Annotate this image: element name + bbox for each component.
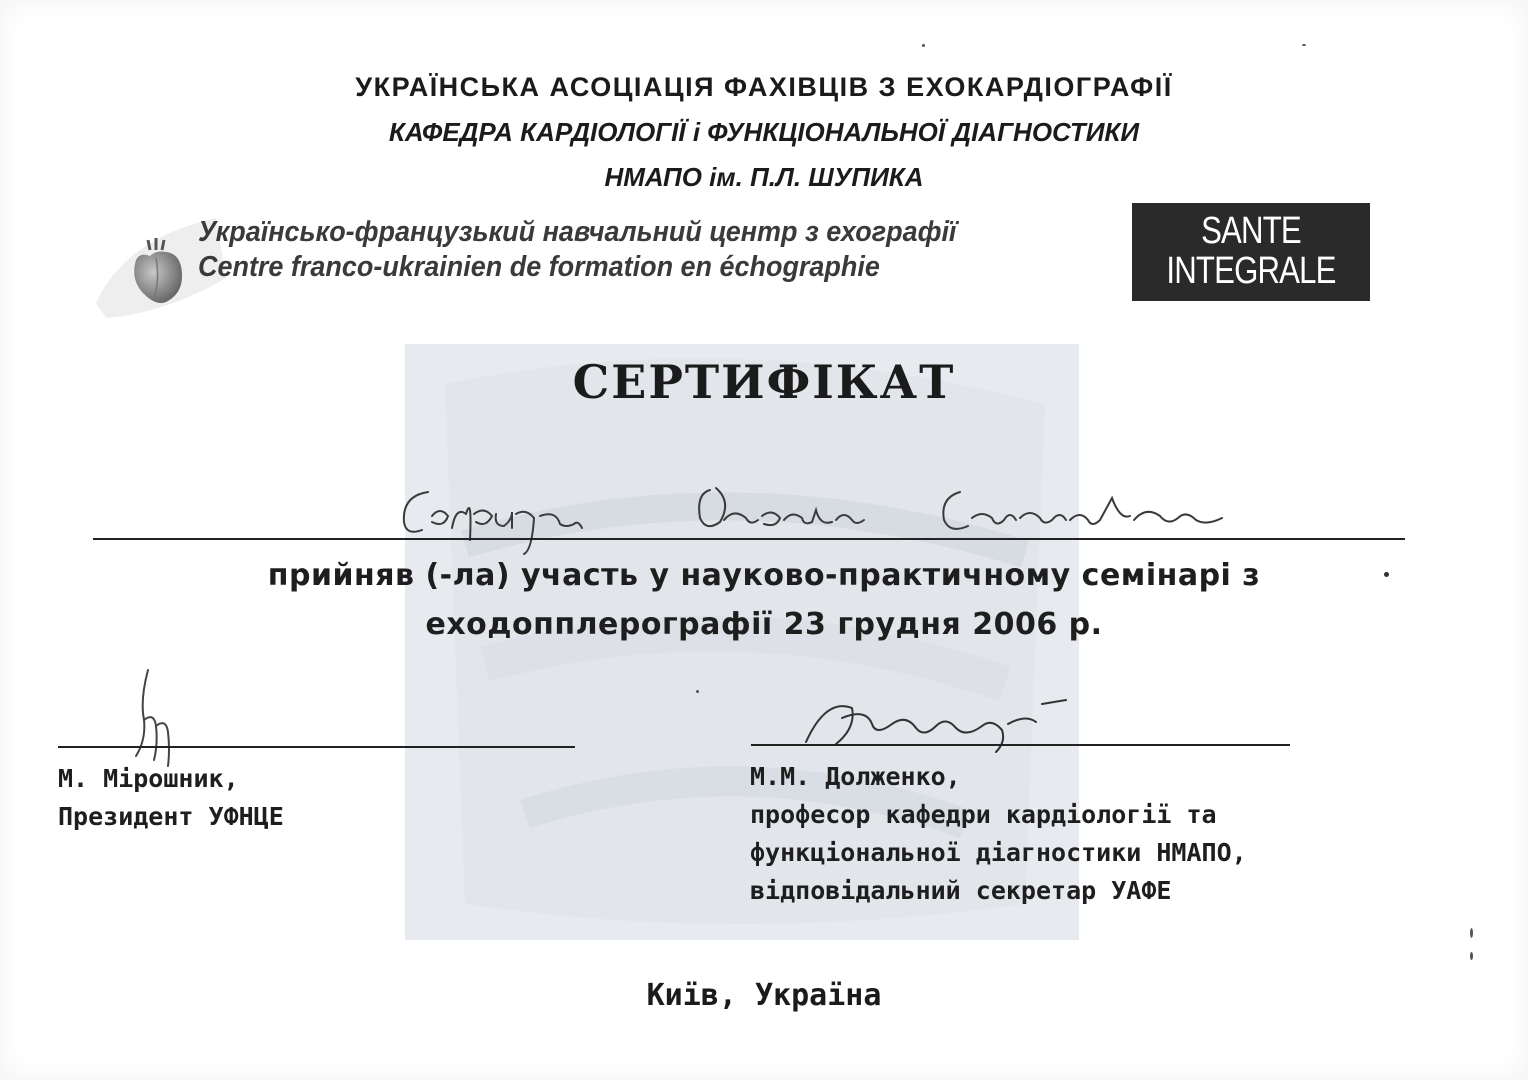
training-center-name-ua: Українсько-французький навчальний центр з ехографії: [198, 216, 957, 248]
scan-speck: [1470, 928, 1473, 938]
right-signatory-name: М.М. Долженко,: [750, 762, 961, 791]
scan-speck: [1470, 952, 1473, 960]
certificate-title: СЕРТИФІКАТ: [572, 355, 956, 409]
logo-text-line2: INTEGRALE: [1166, 250, 1336, 292]
scan-speck: [1302, 44, 1306, 46]
right-signature: [796, 688, 1076, 758]
department-heading: КАФЕДРА КАРДІОЛОГІЇ і ФУНКЦІОНАЛЬНОЇ ДІАГНОСТИКИ: [388, 117, 1140, 147]
scan-speck: [922, 44, 925, 47]
sante-integrale-logo: [1132, 203, 1370, 301]
recipient-name-handwritten: [0, 470, 1528, 560]
right-signatory-title-line1: професор кафедри кардіології та: [750, 800, 1217, 829]
place-of-issue: Київ, Україна: [646, 978, 882, 1013]
logo-text-line1: SANTE: [1201, 210, 1301, 252]
scan-speck: [696, 690, 699, 693]
left-signature: [118, 660, 198, 770]
training-center-name-fr: Centre franco-ukrainien de formation en échographie: [198, 251, 880, 283]
left-signatory-title: Президент УФНЦЕ: [58, 802, 284, 831]
participation-text-line2: еходопплерографії 23 грудня 2006 р.: [425, 607, 1103, 642]
participation-text-line1: прийняв (-ла) участь у науково-практичному семінарі з: [267, 558, 1261, 593]
right-signatory-title-line2: функціональної діагностики НМАПО,: [750, 838, 1247, 867]
association-heading: УКРАЇНСЬКА АСОЦІАЦІЯ ФАХІВЦІВ З ЕХОКАРДІОГРАФІЇ: [355, 72, 1173, 102]
left-signatory-name: М. Мірошник,: [58, 764, 239, 793]
scan-speck: [1384, 572, 1389, 577]
right-signatory: [750, 758, 1247, 910]
recipient-name-line: [93, 538, 1405, 540]
academy-heading: НМАПО ім. П.Л. ШУПИКА: [604, 162, 924, 192]
heart-icon: [126, 236, 192, 308]
left-signature-line: [58, 746, 575, 748]
right-signature-line: [751, 744, 1290, 746]
left-signatory: [58, 760, 284, 836]
right-signatory-title-line3: відповідальний секретар УАФЕ: [750, 876, 1172, 905]
